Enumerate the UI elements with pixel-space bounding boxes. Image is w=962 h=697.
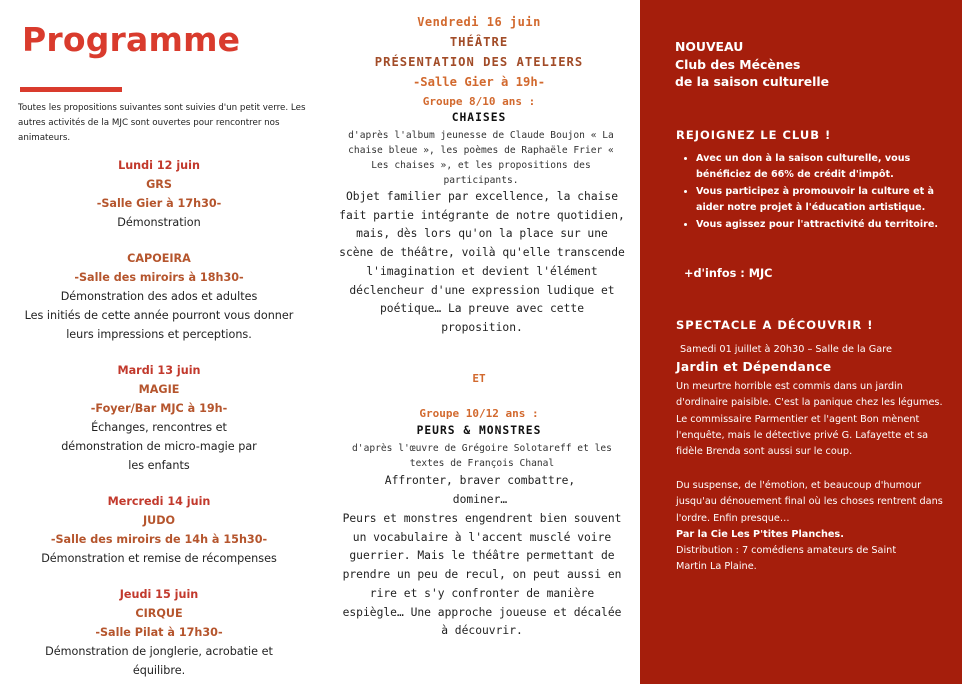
event-name: MAGIE — [138, 383, 180, 396]
and-separator: ET — [472, 372, 486, 385]
play-description: Objet familier par excellence, la chaise fait partie intégrante de notre quotidien, mais, dès lors qu'on la place sur une scène de théâtre, voilà qu'elle transcende l'imagination et devient l'élément déclencheur d'une expression ludique et poétique… La preuve avec cette proposition. — [339, 190, 625, 334]
event-item — [0, 361, 318, 475]
theatre-column — [318, 0, 640, 684]
event-item — [0, 585, 318, 680]
spectacle-text: Un meurtre horrible est commis dans un jardin d'ordinaire paisible. C'est la panique chez les légumes. Le commissaire Parmentier et l'agent Bon mènent l'enquête, mais le détective privé G. Lafayette et sa fidèle Brenda sont aussi sur le coup. — [676, 381, 943, 458]
club-heading-line: NOUVEAU — [675, 39, 744, 54]
spectacle-heading: SPECTACLE A DÉCOUVRIR ! — [676, 318, 874, 332]
event-name: CAPOEIRA — [127, 252, 191, 265]
spectacle-title: Jardin et Dépendance — [676, 360, 832, 374]
benefit-item: • Vous agissez pour l'attractivité du territoire. — [696, 217, 956, 233]
benefit-item: • Vous participez à promouvoir la culture et à aider notre projet à l'éducation artistique. — [696, 184, 956, 216]
event-place: -Foyer/Bar MJC à 19h- — [90, 402, 228, 415]
theatre-place: -Salle Gier à 19h- — [412, 75, 546, 89]
club-heading-line: de la saison culturelle — [675, 74, 830, 89]
play-lead: Affronter, braver combattre, dominer… — [384, 474, 576, 506]
event-day: Mardi 13 juin — [117, 364, 201, 377]
event-item — [0, 156, 318, 232]
title-underline — [20, 87, 122, 92]
event-item — [0, 492, 318, 568]
event-item — [0, 249, 318, 344]
event-desc: Démonstration — [117, 216, 201, 229]
play-credit: d'après l'album jeunesse de Claude Boujon « La chaise bleue », les poèmes de Raphaële Frier « Les chaises », et les propositions des participants. — [348, 130, 614, 186]
play-description: Peurs et monstres engendrent bien souvent un vocabulaire à l'accent musclé voire guerrier. Mais le théâtre permettant de prendre un peu de recul, on peut aussi en rire et s'y confronter de manière espiègle… Une approche joueuse et décalée à découvrir. — [342, 512, 622, 638]
group-label: Groupe 8/10 ans : — [422, 95, 536, 108]
play-title: PEURS & MONSTRES — [416, 424, 542, 437]
event-place: -Salle Pilat à 17h30- — [95, 626, 223, 639]
event-day: Lundi 12 juin — [118, 159, 200, 172]
program-column — [0, 0, 318, 684]
event-place: -Salle des miroirs de 14h à 15h30- — [50, 533, 268, 546]
theatre-heading: PRÉSENTATION DES ATELIERS — [374, 55, 584, 69]
benefit-item: • Avec un don à la saison culturelle, vous bénéficiez de 66% de crédit d'impôt. — [696, 151, 956, 183]
intro-text: Toutes les propositions suivantes sont suivies d'un petit verre. Les autres activités de la MJC sont ouvertes pour rencontrer nos animateurs. — [18, 103, 306, 143]
event-desc: Démonstration des ados et adultes — [60, 290, 258, 303]
club-heading-line: Club des Mécènes — [675, 56, 801, 72]
join-heading: REJOIGNEZ LE CLUB ! — [676, 128, 832, 142]
event-desc: Les initiés de cette année pourront vous donner leurs impressions et perceptions. — [24, 309, 294, 341]
theatre-type: THÉÂTRE — [449, 35, 509, 49]
event-day: Mercredi 14 juin — [107, 495, 211, 508]
play-title: CHAISES — [451, 111, 507, 124]
spectacle-cast: Distribution : 7 comédiens amateurs de Saint Martin La Plaine. — [676, 545, 897, 573]
group-label: Groupe 10/12 ans : — [419, 407, 539, 420]
event-place: -Salle des miroirs à 18h30- — [74, 271, 244, 284]
event-desc: Échanges, rencontres et démonstration de micro-magie par les enfants — [61, 421, 257, 472]
spectacle-when: Samedi 01 juillet à 20h30 – Salle de la Gare — [680, 344, 892, 355]
event-name: JUDO — [142, 514, 176, 527]
more-info: +d'infos : MJC — [684, 267, 773, 280]
club-heading — [675, 38, 829, 91]
spectacle-company: Par la Cie Les P'tites Planches. — [676, 529, 844, 540]
club-benefits — [678, 151, 956, 234]
spectacle-text: Du suspense, de l'émotion, et beaucoup d'humour jusqu'au dénouement final où les choses rentrent dans l'ordre. Enfin presque… — [676, 480, 943, 524]
event-desc: Démonstration et remise de récompenses — [41, 552, 277, 565]
theatre-date: Vendredi 16 juin — [417, 15, 541, 29]
play-credit: d'après l'œuvre de Grégoire Solotareff et les textes de François Chanal — [352, 443, 612, 469]
event-day: Jeudi 15 juin — [119, 588, 199, 601]
page-title: Programme — [22, 20, 241, 59]
event-place: -Salle Gier à 17h30- — [96, 197, 222, 210]
event-name: CIRQUE — [135, 607, 183, 620]
sidebar-panel — [640, 0, 962, 684]
events-list — [0, 156, 318, 697]
event-name: GRS — [146, 178, 172, 191]
event-desc: Démonstration de jonglerie, acrobatie et équilibre. — [45, 645, 273, 677]
